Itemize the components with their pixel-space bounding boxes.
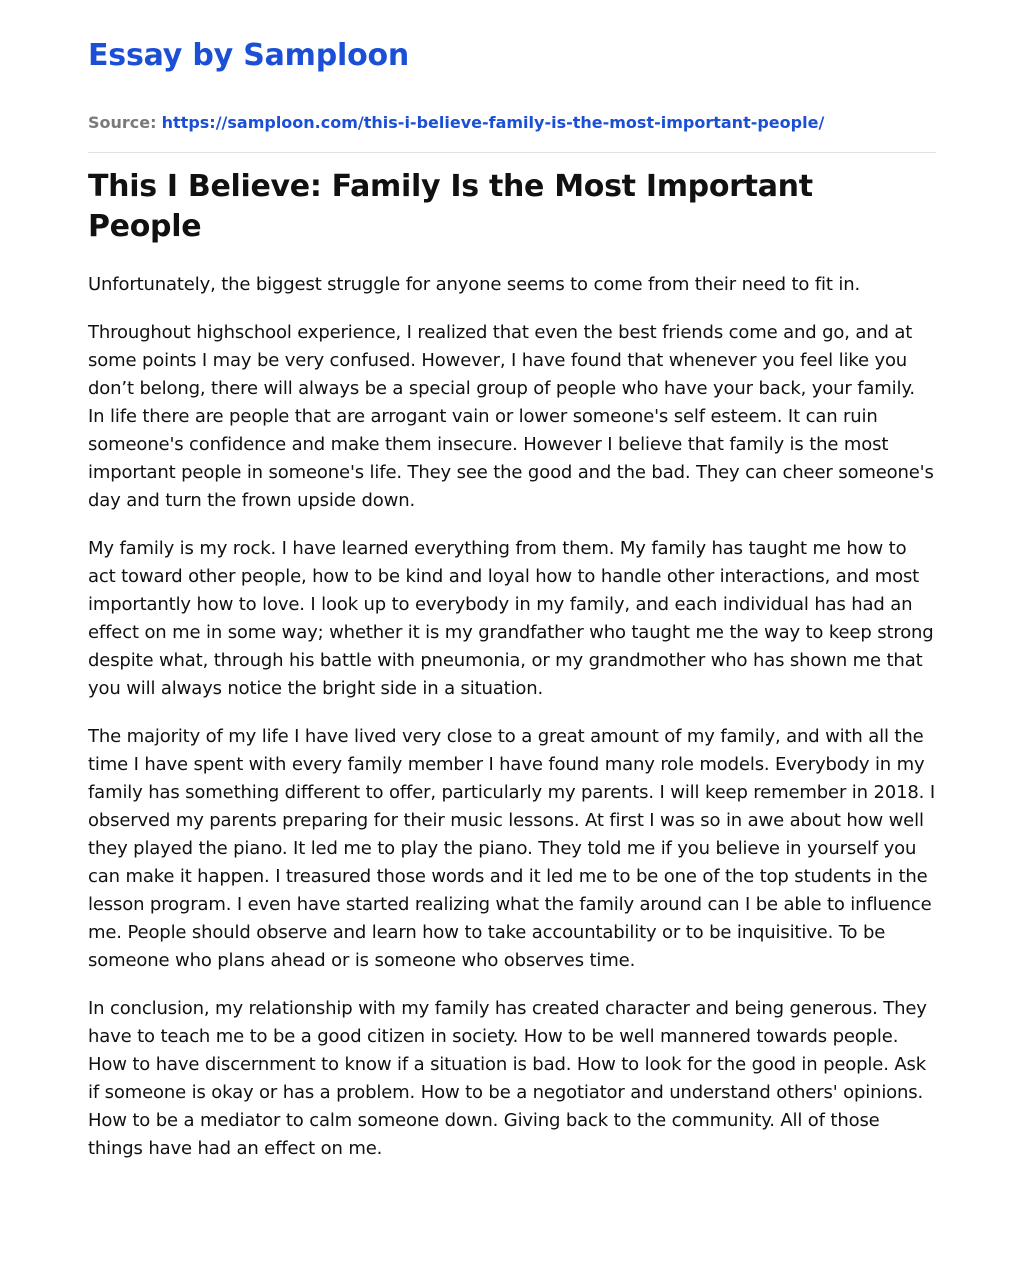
essay-paragraph-3: My family is my rock. I have learned everything from them. My family has taught me how to act toward other people, how to be kind and loyal how to handle other interactions, and most importantly how to love. I look up to everybody in my family, and each individual has had an effect on me in some way; whether it is my grandfather who taught me the way to keep strong despite what, through his battle with pneumonia, or my grandmother who has shown me that you will always notice the bright side in a situation. [88, 538, 934, 699]
essay-paragraph-5: In conclusion, my relationship with my family has created character and being generous. They have to teach me to be a good citizen in society. How to be well mannered towards people. How to have discernment to know if a situation is bad. How to look for the good in people. Ask if someone is okay or has a problem. How to be a negotiator and understand others' opinions. How to be a mediator to calm someone down. Giving back to the community. All of those things have had an effect on me. [88, 998, 927, 1159]
essay-title: This I Believe: Family Is the Most Important People [88, 169, 813, 244]
header-divider [88, 152, 936, 153]
site-brand-title: Essay by Samploon [88, 38, 410, 73]
essay-body [88, 271, 936, 1163]
essay-paragraph-4: The majority of my life I have lived very close to a great amount of my family, and with all the time I have spent with every family member I have found many role models. Everybody in my family has something different to offer, particularly my parents. I will keep remember in 2018. I observed my parents preparing for their music lessons. At first I was so in awe about how well they played the piano. It led me to play the piano. They told me if you believe in yourself you can make it happen. I treasured those words and it led me to be one of the top students in the lesson program. I even have started realizing what the family around can I be able to influence me. People should observe and learn how to take accountability or to be inquisitive. To be someone who plans ahead or is someone who observes time. [88, 726, 935, 971]
source-line [88, 112, 936, 134]
essay-paragraph-1: Unfortunately, the biggest struggle for anyone seems to come from their need to fit in. [88, 274, 861, 295]
essay-paragraph-2: Throughout highschool experience, I realized that even the best friends come and go, and at some points I may be very confused. However, I have found that whenever you feel like you don’t belong, there will always be a special group of people who have your back, your family. In life there are people that are arrogant vain or lower someone's self esteem. It can ruin someone's confidence and make them insecure. However I believe that family is the most important people in someone's life. They see the good and the bad. They can cheer someone's day and turn the frown upside down. [88, 322, 934, 511]
source-label: Source: [88, 113, 157, 132]
source-link[interactable]: https://samploon.com/this-i-believe-family-is-the-most-important-people/ [161, 113, 825, 132]
